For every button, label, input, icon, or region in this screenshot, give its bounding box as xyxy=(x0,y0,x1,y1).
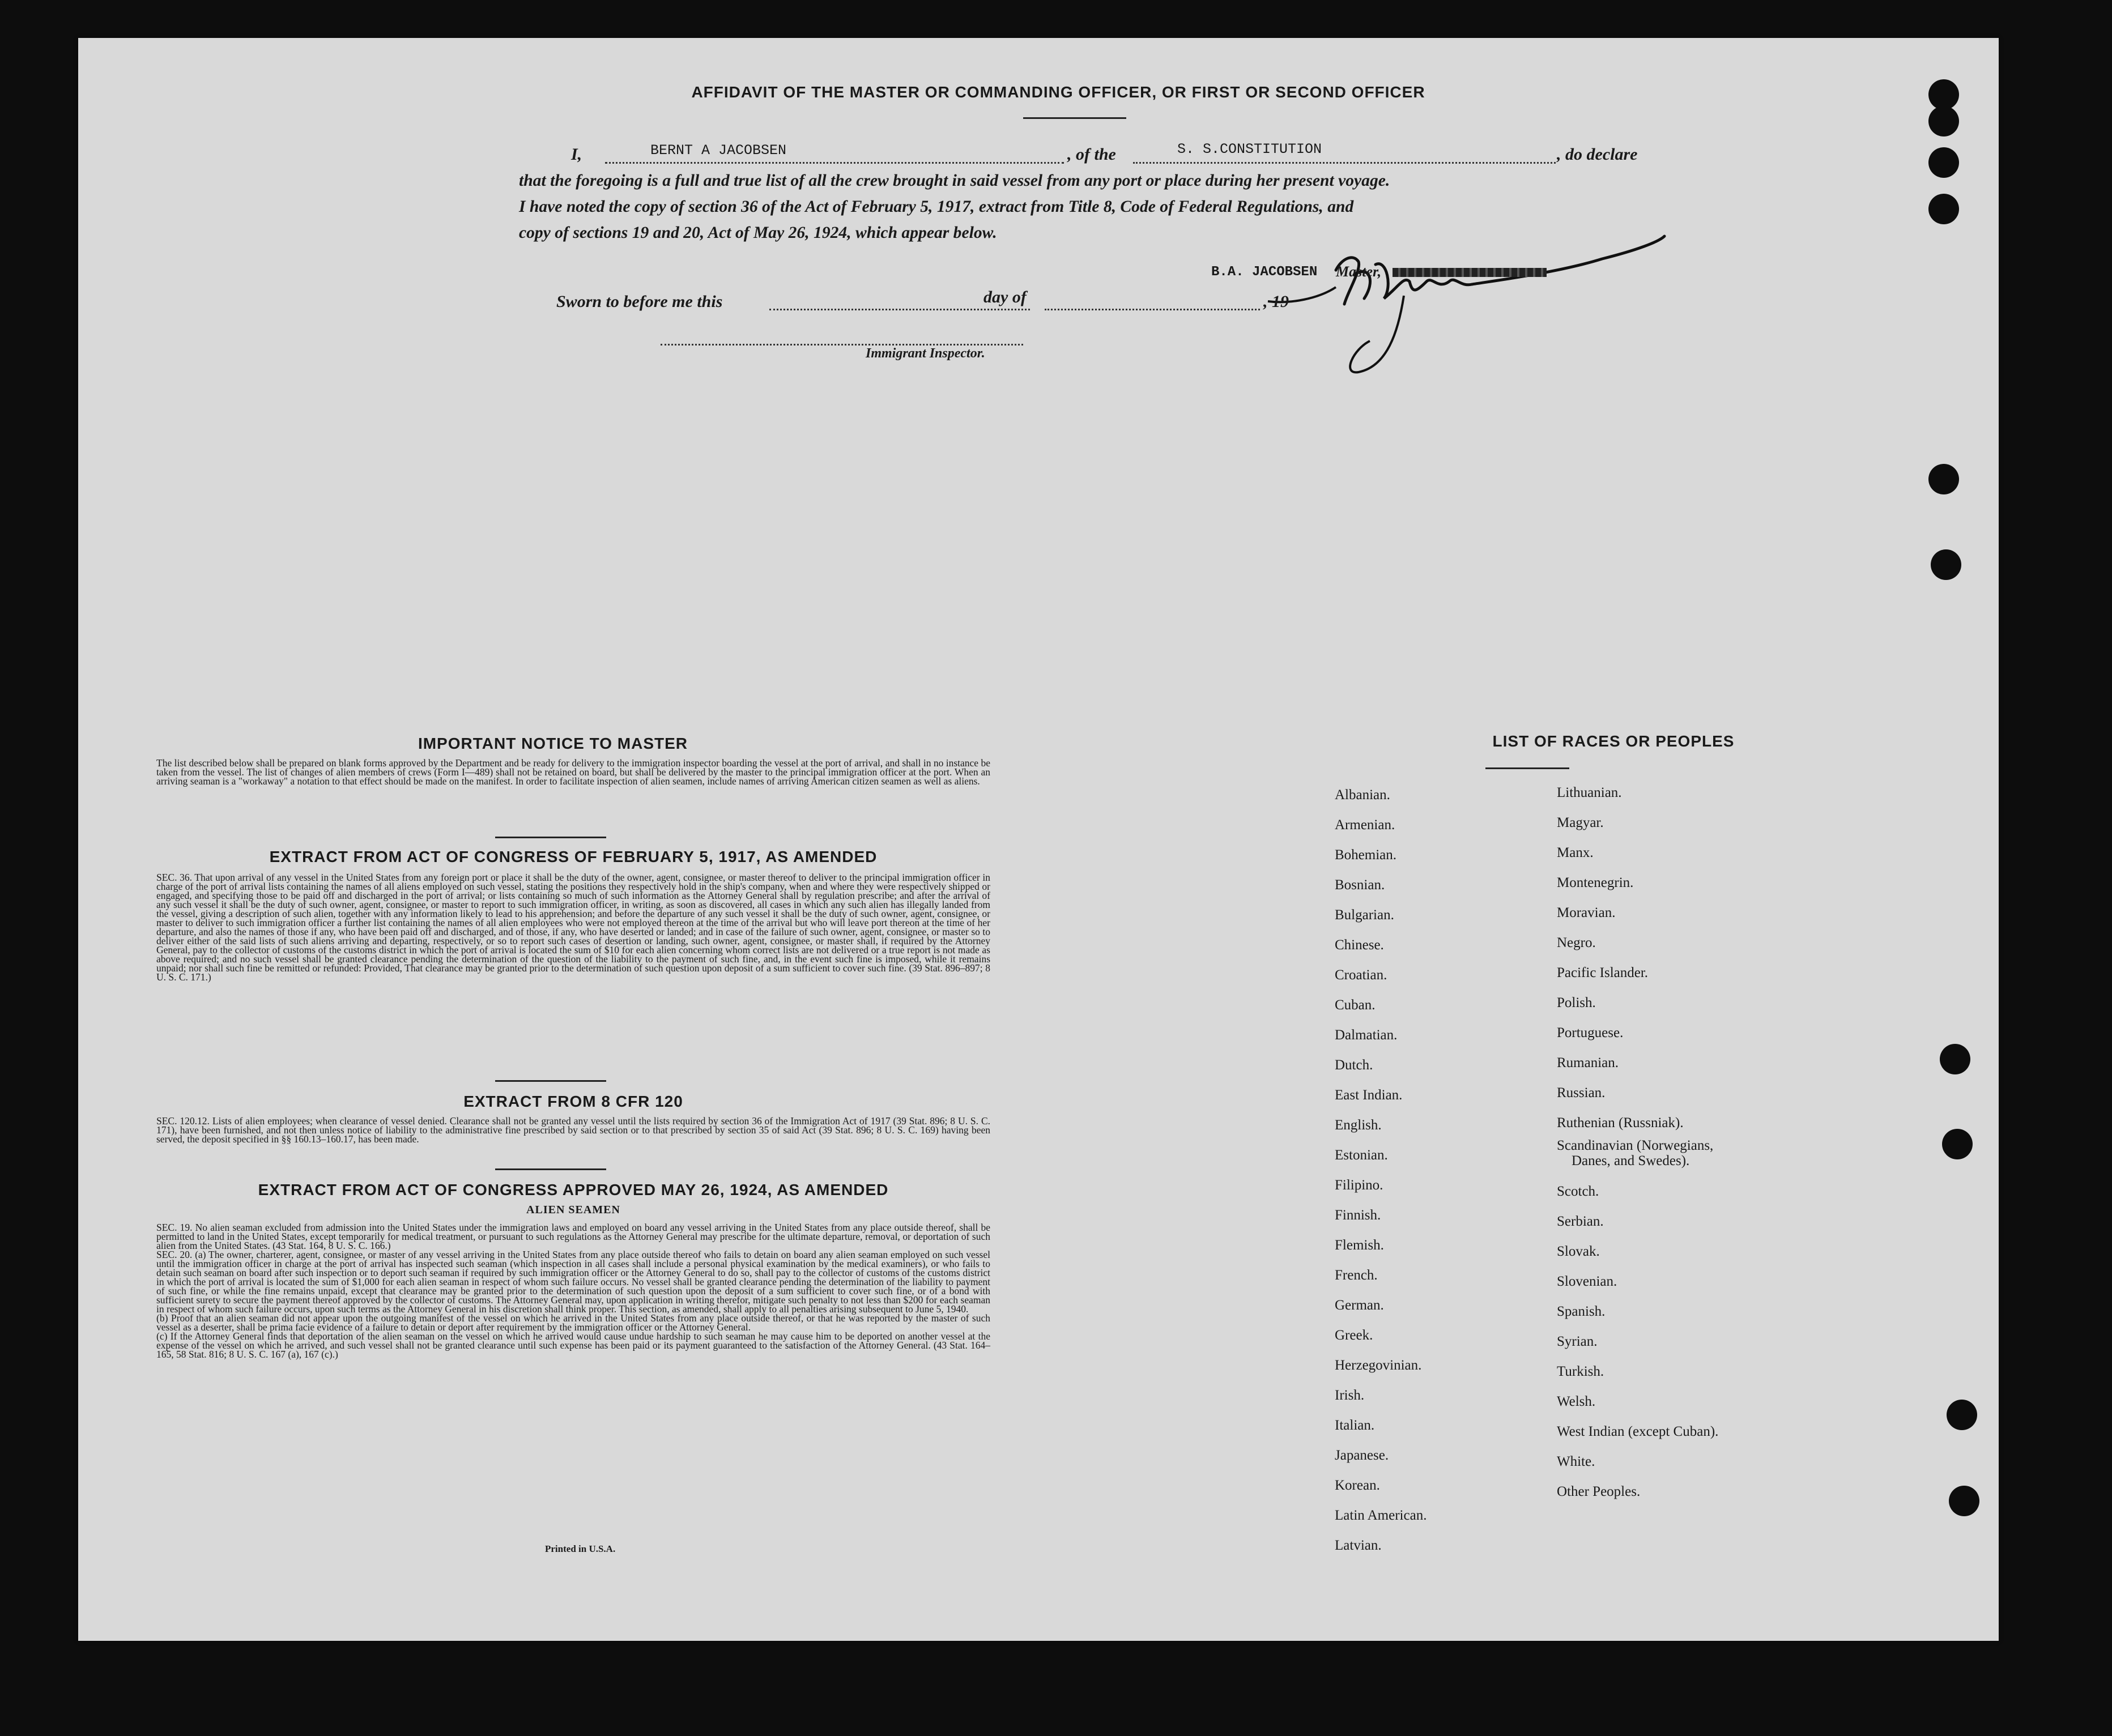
title-divider xyxy=(1023,117,1126,119)
inspector-dotted-line xyxy=(661,344,1023,346)
race-item: Serbian. xyxy=(1557,1214,1604,1229)
affidavit-line-2: that the foregoing is a full and true list of all the crew brought in said vessel from any port or place during her present voyage. xyxy=(519,172,1390,190)
section-divider xyxy=(495,837,606,838)
race-item: Magyar. xyxy=(1557,815,1604,830)
extract-cfr-body: SEC. 120.12. Lists of alien employees; when clearance of vessel denied. Clearance shall not be granted any vessel until the lists required by section 36 of the Immigration Act of 1917 (39 Stat. 896; 8 U. S. C. 171), have been furnished, and not then unless notice of liability to the administrative fine prescribed by said section or to that prescribed by section 35 of said Act (39 Stat. 896; 8 U. S. C. 169) having been served, the deposit specified in §§ 160.13–160.17, has been made. xyxy=(156,1115,990,1145)
declarant-dotted-line xyxy=(605,162,1064,164)
race-item: Latin American. xyxy=(1335,1508,1427,1523)
race-item: Latvian. xyxy=(1335,1538,1382,1553)
race-item: Estonian. xyxy=(1335,1148,1388,1163)
punch-hole xyxy=(1947,1400,1977,1430)
race-item: Dutch. xyxy=(1335,1057,1373,1073)
race-item: Cuban. xyxy=(1335,997,1376,1013)
race-item: Slovak. xyxy=(1557,1244,1600,1259)
race-item: Finnish. xyxy=(1335,1208,1381,1223)
section-divider xyxy=(495,1080,606,1082)
race-item: White. xyxy=(1557,1454,1595,1469)
vessel-name: S. S.CONSTITUTION xyxy=(1177,141,1322,157)
punch-hole xyxy=(1928,194,1959,224)
punch-hole xyxy=(1940,1044,1970,1074)
race-item: Spanish. xyxy=(1557,1304,1606,1319)
race-item: Welsh. xyxy=(1557,1394,1596,1409)
document-sheet xyxy=(78,38,1999,1641)
races-right-column xyxy=(1557,778,1718,1507)
race-item: Moravian. xyxy=(1557,905,1616,920)
race-item: Slovenian. xyxy=(1557,1274,1617,1289)
race-item: Albanian. xyxy=(1335,787,1390,803)
race-item: Dalmatian. xyxy=(1335,1027,1398,1043)
race-item: Turkish. xyxy=(1557,1364,1604,1379)
race-item: Chinese. xyxy=(1335,937,1384,953)
race-item: Armenian. xyxy=(1335,817,1395,833)
inspector-label: Immigrant Inspector. xyxy=(866,346,985,361)
race-item: West Indian (except Cuban). xyxy=(1557,1424,1719,1439)
sec-20b-text: (b) Proof that an alien seaman did not appear upon the outgoing manifest of the vessel on which he arrived in the United States from any place outside thereof, or that he was reported by the master of such vessel as a deserter, shall be prima facie evidence of a failure to detain or deport after requirement by the immigration officer or the Attorney General. xyxy=(156,1312,990,1333)
race-item: Irish. xyxy=(1335,1388,1365,1403)
do-declare-label: , do declare xyxy=(1557,145,1638,164)
race-item: Korean. xyxy=(1335,1478,1380,1493)
punch-hole xyxy=(1949,1486,1979,1516)
race-item-line: Scandinavian (Norwegians, xyxy=(1557,1138,1714,1153)
punch-hole xyxy=(1942,1129,1973,1159)
extract-cfr-heading: EXTRACT FROM 8 CFR 120 xyxy=(463,1093,683,1110)
affidavit-line-4: copy of sections 19 and 20, Act of May 26, 1924, which appear below. xyxy=(519,224,997,242)
races-left-column xyxy=(1335,780,1427,1560)
race-item: Filipino. xyxy=(1335,1178,1383,1193)
races-divider xyxy=(1485,767,1569,769)
sec-19-text: SEC. 19. No alien seaman excluded from admission into the United States under the immigration laws and employed on board any vessel arriving in the United States from any place outside thereof, shall be permitted to land in the United States, except temporarily for medical treatment, or pursuant to such regulations as the Attorney General may prescribe for the ultimate departure, removal, or deportation of such alien from the United States. (43 Stat. 164, 8 U. S. C. 166.) xyxy=(156,1222,990,1251)
race-item: Flemish. xyxy=(1335,1238,1384,1253)
extract-1924-subheading: ALIEN SEAMEN xyxy=(526,1204,620,1216)
race-item: Italian. xyxy=(1335,1418,1375,1433)
day-of-label: day of xyxy=(983,288,1027,306)
signature-name: B.A. JACOBSEN xyxy=(1211,265,1318,280)
race-item: Other Peoples. xyxy=(1557,1484,1641,1499)
race-item xyxy=(1557,1138,1718,1176)
sec-20c-text: (c) If the Attorney General finds that deportation of the alien seaman on the vessel on which he arrived would cause undue hardship to such seaman he may cause him to be deported on another vessel at the expense of the vessel on which he arrived, and such vessel shall not be granted clearance until such expense has been paid or its payment guaranteed to the satisfaction of the Attorney General. (43 Stat. 164–165, 58 Stat. 816; 8 U. S. C. 167 (a), 167 (c).) xyxy=(156,1330,990,1360)
notice-heading: IMPORTANT NOTICE TO MASTER xyxy=(418,735,688,752)
race-item: Bulgarian. xyxy=(1335,907,1394,923)
struck-out-text xyxy=(1393,268,1547,277)
extract-1924-body xyxy=(156,1223,990,1359)
punch-hole xyxy=(1928,464,1959,494)
race-item: East Indian. xyxy=(1335,1087,1403,1103)
race-item: Scotch. xyxy=(1557,1184,1599,1199)
punch-hole xyxy=(1928,79,1959,110)
race-item: Portuguese. xyxy=(1557,1025,1624,1040)
race-item: Montenegrin. xyxy=(1557,875,1634,890)
race-item: Bohemian. xyxy=(1335,847,1397,863)
race-item: Ruthenian (Russniak). xyxy=(1557,1115,1684,1131)
affidavit-title: AFFIDAVIT OF THE MASTER OR COMMANDING OFFICER, OR FIRST OR SECOND OFFICER xyxy=(691,83,1425,101)
year-prefix: , 19 xyxy=(1263,292,1289,311)
race-item: German. xyxy=(1335,1298,1384,1313)
sworn-day-dotted-line xyxy=(769,309,1030,310)
extract-1924-heading: EXTRACT FROM ACT OF CONGRESS APPROVED MAY 26, 1924, AS AMENDED xyxy=(258,1181,889,1198)
sec-20a-text: SEC. 20. (a) The owner, charterer, agent, consignee, or master of any vessel arriving in the United States from any place outside thereof who fails to detain on board any alien seaman employed on such vessel until the immigration officer in charge at the port of arrival has inspected such seaman (which inspection in all cases shall include a personal physical examination by the medical examiners), or who fails to detain such seaman on board after such inspection or to deport such seaman if required by such immigration officer or the Attorney General to do so, shall pay to the collector of customs of the customs district in which the port of arrival is located the sum of $1,000 for each alien seaman in respect of whom such failure occurs. No vessel shall be granted clearance pending the determination of the liability to payment of such fine, or while the fine remains unpaid, except that clearance may be granted prior to the determination of such question upon the deposit of a sum sufficient to cover such fine, or of a bond with sufficient surety to secure the payment thereof approved by the collector of customs. The Attorney General may, upon application in writing therefor, mitigate such penalty to not less than $200 for each seaman in respect of whom such failure occurs, upon such terms as the Attorney General in his discretion shall think proper. This section, as amended, shall apply to all penalties arising subsequent to June 5, 1940. xyxy=(156,1249,990,1315)
race-item: Greek. xyxy=(1335,1328,1373,1343)
punch-hole xyxy=(1928,147,1959,178)
race-item: Manx. xyxy=(1557,845,1594,860)
sworn-month-dotted-line xyxy=(1045,309,1260,310)
races-heading: LIST OF RACES OR PEOPLES xyxy=(1492,732,1735,750)
sworn-label: Sworn to before me this xyxy=(556,292,723,311)
race-item: Syrian. xyxy=(1557,1334,1598,1349)
race-item: Herzegovinian. xyxy=(1335,1358,1422,1373)
race-item-line: Danes, and Swedes). xyxy=(1572,1153,1690,1168)
declarant-prefix: I, xyxy=(571,145,582,164)
of-the-label: , of the xyxy=(1067,145,1116,164)
race-item: Lithuanian. xyxy=(1557,785,1622,800)
race-item: Polish. xyxy=(1557,995,1596,1010)
extract-1917-heading: EXTRACT FROM ACT OF CONGRESS OF FEBRUARY 5, 1917, AS AMENDED xyxy=(269,848,878,865)
vessel-dotted-line xyxy=(1133,162,1556,164)
race-item: Croatian. xyxy=(1335,967,1387,983)
race-item: Pacific Islander. xyxy=(1557,965,1649,980)
notice-body: The list described below shall be prepared on blank forms approved by the Department and be ready for delivery to the immigration inspector boarding the vessel at the port of arrival, and shall in no instance be taken from the vessel. The list of changes of alien members of crews (Form I—489) shall not be retained on board, but shall be delivered by the master to the principal immigration officer at the port. When an arriving seaman is a "workaway" a notation to that effect should be made on the manifest. In order to facilitate inspection of alien seamen, include names of arriving American citizen seamen as well as aliens. xyxy=(156,757,990,787)
punch-hole xyxy=(1928,106,1959,137)
punch-hole xyxy=(1931,549,1961,580)
declarant-name: BERNT A JACOBSEN xyxy=(650,142,787,159)
extract-1917-body: SEC. 36. That upon arrival of any vessel in the United States from any foreign port or place it shall be the duty of the owner, agent, consignee, or master thereof to deliver to the principal immigration officer in charge of the port of arrival lists containing the names of all aliens employed on such vessel, stating the positions they respectively hold in the ship's company, when and where they were respectively shipped or engaged, and specifying those to be paid off and discharged in the port of arrival; or lists containing so much of such information as the Attorney General shall by regulation prescribe; and after the arrival of any such vessel it shall be the duty of such owner, agent, consignee, or master to report to such immigration officer, in writing, as soon as discovered, all cases in which any such alien has illegally landed from the vessel, giving a description of such alien, together with any information likely to lead to his apprehension; and before the departure of any such vessel it shall be the duty of such owner, agent, consignee, or master to deliver to such immigration officer a further list containing the names of all alien employees who were not employed thereon at the time of the arrival but who will leave port thereon at the time of her departure, and also the names of those if any, who have been paid off and discharged, and of those, if any, who have deserted or landed; and in case of the failure of such owner, agent, consignee, or master so to deliver either of the said lists of such aliens arriving and departing, respectively, or so to report such cases of desertion or landing, such owner, agent, consignee, or master shall, if required by the Attorney General, pay to the collector of customs of the customs district in which the port of arrival is located the sum of $10 for each alien concerning whom correct lists are not delivered or a true report is not made as above required; and no such vessel shall be granted clearance pending the determination of the question of the liability to the payment of such fine, and, in the event such fine is imposed, while it remains unpaid; nor shall such fine be remitted or refunded: Provided, That clearance may be granted prior to the determination of such question upon deposit of a sum sufficient to cover such fine. (39 Stat. 896–897; 8 U. S. C. 171.) xyxy=(156,872,990,983)
race-item: Japanese. xyxy=(1335,1448,1389,1463)
printed-in-usa: Printed in U.S.A. xyxy=(545,1543,616,1554)
race-item: Rumanian. xyxy=(1557,1055,1619,1070)
race-item: French. xyxy=(1335,1268,1378,1283)
affidavit-line-3: I have noted the copy of section 36 of the Act of February 5, 1917, extract from Title 8, Code of Federal Regulations, and xyxy=(519,198,1354,216)
signature-title: Master, xyxy=(1336,263,1382,280)
race-item: English. xyxy=(1335,1117,1382,1133)
race-item: Negro. xyxy=(1557,935,1596,950)
race-item: Russian. xyxy=(1557,1085,1606,1101)
section-divider xyxy=(495,1168,606,1170)
race-item: Bosnian. xyxy=(1335,877,1385,893)
